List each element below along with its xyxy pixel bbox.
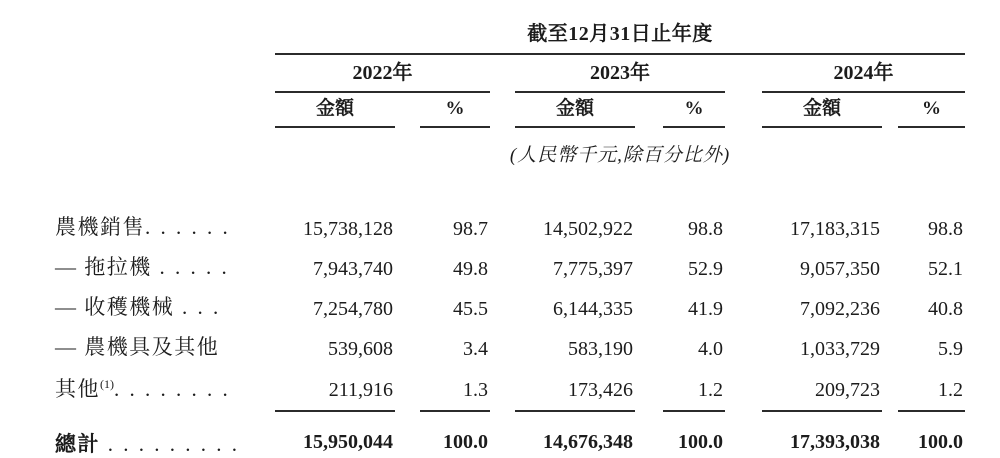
amount-cell-2024: 209,723 — [762, 366, 882, 411]
row-label: 其他$^{(1)}$. . . . . . . . — [55, 377, 231, 401]
amount-cell-2023: 6,144,335 — [553, 298, 633, 320]
year-header-row — [55, 54, 965, 92]
percent-cell-2023: 4.0 — [698, 338, 723, 360]
row-total — [55, 411, 965, 458]
amount-cell-2023: 583,190 — [568, 338, 633, 360]
dot-leader: . . . . . . — [145, 215, 231, 239]
percent-cell-2022: 100.0 — [420, 411, 490, 458]
row-agri-implements-and-others — [55, 326, 965, 366]
percent-column-header-2024: % — [898, 92, 965, 127]
period-spanner-header: 截至12月31日止年度 — [275, 12, 965, 54]
row-label: 農機銷售. . . . . . — [55, 215, 231, 239]
spacer-row — [55, 170, 965, 206]
percent-column-header-2023: % — [663, 92, 725, 127]
percent-cell-2023: 100.0 — [663, 411, 725, 458]
percent-cell-2024: 40.8 — [928, 298, 964, 320]
amount-cell-2023: 14,676,348 — [515, 411, 635, 458]
percent-cell-2023: 1.2 — [663, 366, 725, 411]
amount-cell-2022: 7,943,740 — [313, 258, 393, 280]
amount-column-header-2022: 金額 — [275, 92, 395, 127]
amount-cell-2024: 9,057,350 — [800, 258, 880, 280]
percent-cell-2024: 1.2 — [898, 366, 965, 411]
percent-cell-2024: 5.9 — [938, 338, 964, 360]
percent-cell-2024: 52.1 — [928, 258, 964, 280]
amount-cell-2022: 211,916 — [275, 366, 395, 411]
percent-column-header-2022: % — [420, 92, 490, 127]
column-gap — [490, 92, 515, 127]
percent-cell-2023: 98.8 — [688, 218, 723, 240]
amount-cell-2023: 173,426 — [515, 366, 635, 411]
amount-cell-2023: 14,502,922 — [543, 218, 633, 240]
year-header-2022: 2022年 — [275, 54, 490, 92]
dot-leader: . . . . . . . . — [114, 377, 231, 401]
percent-cell-2022: 45.5 — [453, 298, 488, 320]
amount-cell-2024: 1,033,729 — [800, 338, 880, 360]
amount-cell-2023: 7,775,397 — [553, 258, 633, 280]
amount-column-header-2023: 金額 — [515, 92, 635, 127]
percent-cell-2023: 52.9 — [688, 258, 723, 280]
row-farm-machinery-sales — [55, 206, 965, 246]
spanner-row — [55, 12, 965, 54]
column-gap — [490, 54, 515, 92]
footnote-marker: (1) — [100, 377, 114, 391]
percent-cell-2024: 98.8 — [928, 218, 964, 240]
row-label: — 農機具及其他 — [55, 335, 220, 359]
row-label: 總計 . . . . . . . . . — [55, 431, 240, 456]
amount-cell-2022: 15,738,128 — [303, 218, 393, 240]
percent-cell-2022: 49.8 — [453, 258, 488, 280]
column-gap — [725, 92, 762, 127]
percent-cell-2022: 98.7 — [453, 218, 488, 240]
percent-cell-2023: 41.9 — [688, 298, 723, 320]
amount-cell-2024: 17,393,038 — [762, 411, 882, 458]
percent-cell-2024: 100.0 — [898, 411, 965, 458]
amount-cell-2022: 15,950,044 — [275, 411, 395, 458]
amount-column-header-2024: 金額 — [762, 92, 882, 127]
note-row — [55, 127, 965, 170]
amount-cell-2024: 17,183,315 — [790, 218, 880, 240]
row-label: — 收穫機械 . . . — [55, 295, 221, 319]
financial-table-page — [0, 12, 1000, 458]
revenue-breakdown-table — [55, 12, 965, 458]
label-column-gap — [55, 12, 275, 54]
percent-cell-2022: 1.3 — [420, 366, 490, 411]
dot-leader: . . . . . . . . . — [100, 431, 240, 456]
row-label: — 拖拉機 . . . . . — [55, 255, 230, 279]
row-harvesting-machinery — [55, 286, 965, 326]
percent-cell-2022: 3.4 — [463, 338, 488, 360]
year-header-2024: 2024年 — [762, 54, 965, 92]
row-others — [55, 366, 965, 411]
subheader-row — [55, 92, 965, 127]
dot-leader: . . . — [174, 295, 221, 319]
row-tractors — [55, 246, 965, 286]
dot-leader: . . . . . — [151, 255, 230, 279]
amount-cell-2022: 539,608 — [328, 338, 393, 360]
amount-cell-2022: 7,254,780 — [313, 298, 393, 320]
year-header-2023: 2023年 — [515, 54, 725, 92]
currency-unit-note: (人民幣千元,除百分比外) — [509, 144, 731, 166]
column-gap — [725, 54, 762, 92]
amount-cell-2024: 7,092,236 — [800, 298, 880, 320]
